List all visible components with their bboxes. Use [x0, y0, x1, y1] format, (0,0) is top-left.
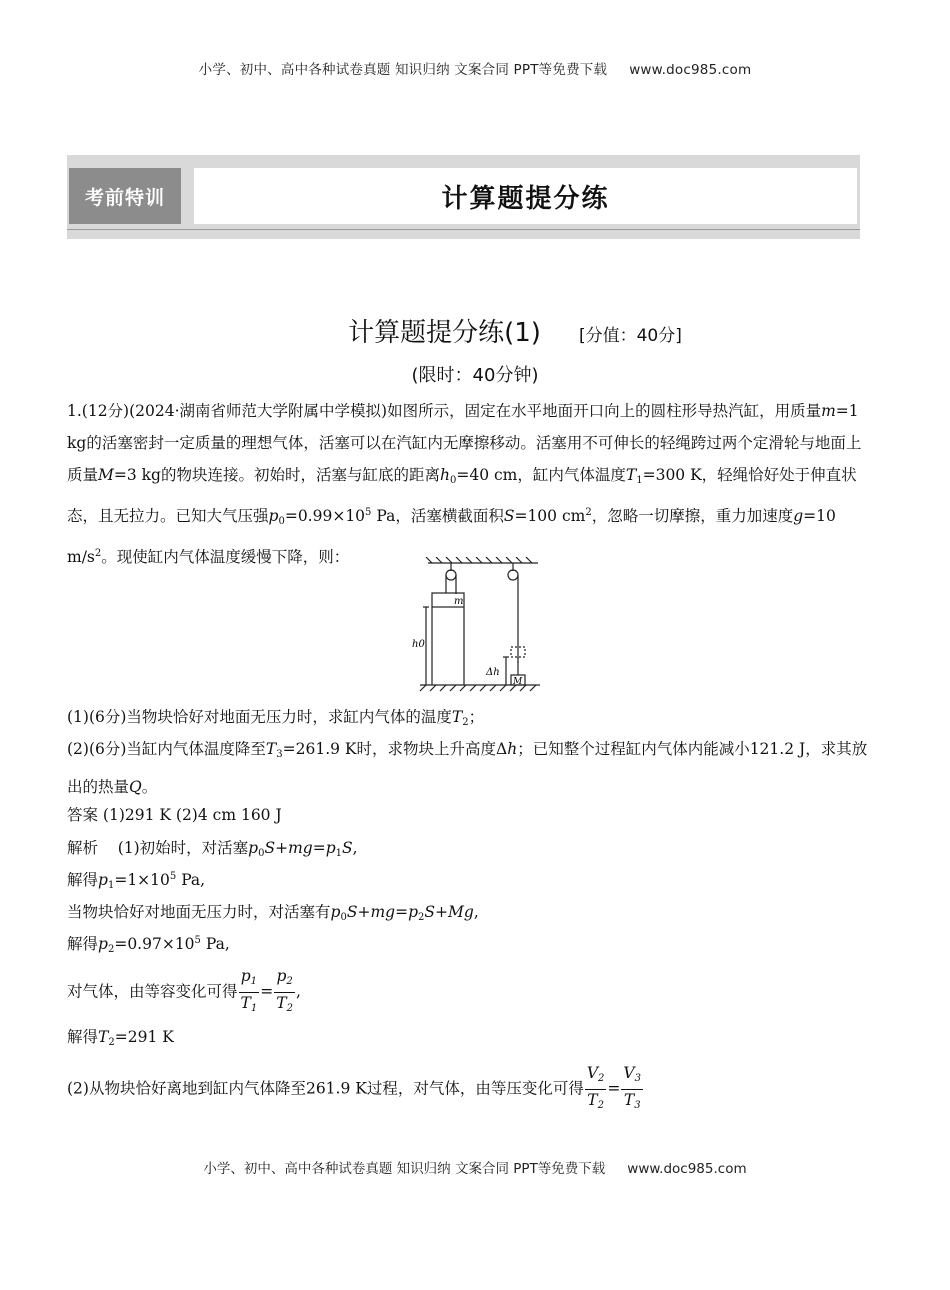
doc-score: [分值：40分]: [578, 326, 682, 346]
time-limit: (限时：40分钟): [411, 365, 539, 386]
header-text: 小学、初中、高中各种试卷真题 知识归纳 文案合同 PPT等免费下载: [198, 62, 608, 78]
banner-title: 计算题提分练: [194, 168, 857, 224]
question-1-part2: (2)(6分)当缸内气体温度降至$T_3=261.9$ K时，求物块上升高度Δh；已知整个过程缸内气体内能减小121.2 J，求其放出的热量Q。: [67, 740, 868, 796]
page-header: [0, 58, 950, 78]
doc-title: 计算题提分练(1): [348, 318, 541, 348]
footer-url[interactable]: www.doc985.com: [627, 1161, 747, 1177]
header-url[interactable]: www.doc985.com: [629, 62, 752, 78]
solution-step-6: (2)从物块恰好离地到缸内气体降至261.9 K过程，对气体，由等压变化可得 $\frac{V_2}{T_2}$ = $\frac{V_3}{T_3}$: [67, 1064, 641, 1111]
label-h0: h0: [412, 639, 425, 650]
analysis-line: 解析 (1)初始时，对活塞$p_0S+mg=p_1S$,: [67, 839, 358, 859]
banner-divider: [67, 229, 860, 230]
label-dh: Δh: [486, 667, 500, 678]
solution-step-2: 当物块恰好对地面无压力时，对活塞有$p_0S+mg=p_2S+Mg$,: [67, 903, 479, 923]
page-footer: [0, 1157, 950, 1177]
solution-step-5: 解得$T_2=291$ K: [67, 1028, 174, 1048]
question-1-intro: 1.(12分)(2024·湖南省师范大学附属中学模拟)如图所示，固定在水平地面开口向上的圆柱形导热汽缸，用质量m=1 kg的活塞密封一定质量的理想气体，活塞可以在汽缸内无摩擦移动。活塞用不可伸长的轻绳跨过两个定滑轮与地面上质量M=3 kg的物块连接。初始时，活塞与缸底的距离$h_0=40$ cm，缸内气体温度$T_1=300$ K，轻绳恰好处于伸直状态，且无拉力。已知大气压强$p_0=0.99\times 10^5$ Pa，活塞横截面积S=100 $cm^2$，忽略一切摩擦，重力加速度g=10 $m/s^2$。现使缸内气体温度缓慢下降，则：: [67, 402, 862, 566]
section-banner: [67, 155, 860, 239]
banner-tag: 考前特训: [69, 168, 181, 224]
solution-step-1: 解得$p_1=1\times 10^5$ Pa,: [67, 871, 206, 891]
solution-step-4: 对气体，由等容变化可得 $\frac{p_1}{T_1}$ = $\frac{p_2}{T_2}$ ,: [67, 967, 301, 1014]
label-m: m: [454, 596, 464, 607]
label-M: M: [513, 677, 523, 687]
apparatus-figure: [408, 557, 548, 693]
doc-title-row: [0, 312, 950, 349]
answer-line: 答案 (1)291 K (2)4 cm 160 J: [67, 806, 282, 824]
solution-step-3: 解得$p_2=0.97\times 10^5$ Pa,: [67, 935, 230, 955]
question-1-part1: (1)(6分)当物块恰好对地面无压力时，求缸内气体的温度$T_2$；: [67, 708, 485, 728]
footer-text: 小学、初中、高中各种试卷真题 知识归纳 文案合同 PPT等免费下载: [203, 1161, 606, 1177]
